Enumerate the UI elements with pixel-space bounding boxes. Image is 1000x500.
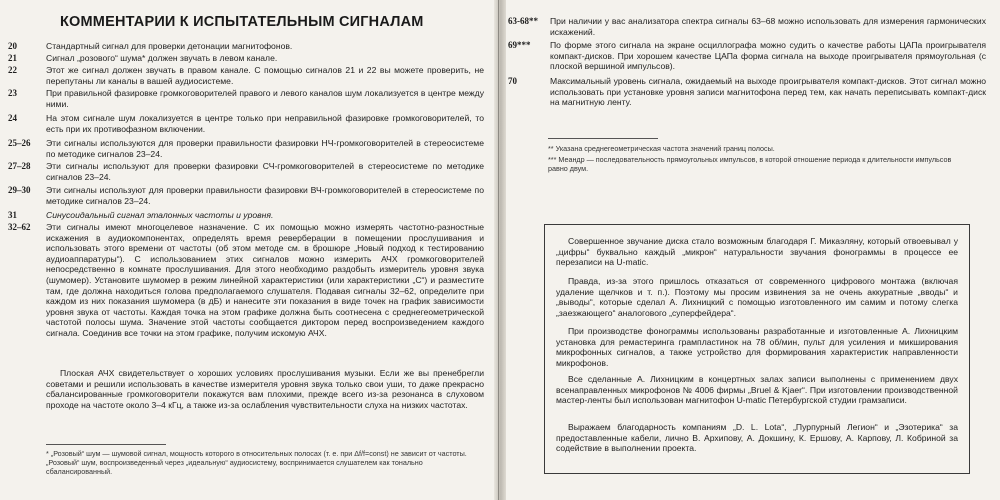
signal-number: 69*** <box>508 40 531 50</box>
signal-number: 25–26 <box>8 138 31 148</box>
signal-description: На этом сигнале шум локализуется в центре только при неправильной фазировке громкоговорителей, то есть при их противофазном включении. <box>46 113 484 134</box>
signal-number: 29–30 <box>8 185 31 195</box>
signal-description: Эти сигналы имеют многоцелевое назначение. С их помощью можно измерять частотно-разностные искажения в аудиокомпонентах, определять время реверберации в помещении прослушивания и использовать этого времени от частоты (об этом методе см. в брошюре „Новый подход к тестированию аудиоаппаратуры“). С использованием этих сигналов можно измерить АЧХ громкоговорителей непосредственно в комнате прослушивания. Для этого необходимо раздобыть измеритель уровня звука (шумомер). Установите шумомер в режим линейной характеристики (или характеристики „С“) и разместите там, где должна находиться голова предполагаемого слушателя. Подавая сигналы 32–62, определите при каждом из них показания шумомера (в дБ) и нанесите эти показания в виде точек на график зависимости уровня звука от частоты. Каждая точка на этом графике должна быть соотнесена с среднегеометрической частотой полосы шума. Значение этой частоты сообщается диктором перед воспроизведением каждого сигнала. Соединив все точки на этом графике, получим искомую АЧХ. <box>46 222 484 338</box>
signal-number: 20 <box>8 41 17 51</box>
pink-noise-footnote: * „Розовый“ шум — шумовой сигнал, мощность которого в относительных полосах (т. е. при Δf/f=const) не зависит от частоты. „Розовый“ шум, воспроизведенный через „идеальную“ аудиосистему, воспринимается слушателем как тонально сбалансированный. <box>46 449 467 477</box>
signal-entry-69 <box>508 40 990 72</box>
signal-description: Сигнал „розового“ шума* должен звучать в левом канале. <box>46 53 278 63</box>
signal-entry-22 <box>8 65 488 86</box>
glossary-double-star: ** Указана среднегеометрическая частота значений границ полосы. <box>548 144 775 153</box>
signal-entry-31 <box>8 210 488 221</box>
ack-paragraph: Выражаем благодарность компаниям „D. L. Lota“, „Пурпурный Легион“ и „Эзотерика“ за предоставленные кабели, лично В. Архипову, А. Докшину, К. Ершову, А. Карпову, Л. Кобриной за содействие в выполнении проекта. <box>556 422 958 454</box>
ack-paragraph: Все сделанные А. Лихницким в концертных залах записи выполнены с применением двух всенаправленных микрофонов № 4006 фирмы „Bruel & Kjaer“. При изготовлении производственной мастер-ленты был использован магнитофон U-matic Петербургской студии грамзаписи. <box>556 374 958 406</box>
signal-number: 70 <box>508 76 517 86</box>
signal-description: Эти сигналы используют для проверки фазировки СЧ-громкоговорителей в стереосистеме по методике сигналов 23–24. <box>46 161 484 182</box>
signal-description: При наличии у вас анализатора спектра сигналы 63–68 можно использовать для измерения гармонических искажений. <box>550 16 986 37</box>
signal-description: При правильной фазировке громкоговорителей правого и левого каналов шум локализуется в центре между ними. <box>46 88 484 109</box>
signal-number: 24 <box>8 113 17 123</box>
ack-paragraph: При производстве фонограммы использованы разработанные и изготовленные А. Лихницким установка для ремастеринга грампластинок на 78 об/мин, пульт для усиления и микширования микрофонных сигналов, а также устройство для формирования характеристик направленности микрофонов. <box>556 326 958 368</box>
signal-description: Стандартный сигнал для проверки детонации магнитофонов. <box>46 41 293 51</box>
signal-number: 27–28 <box>8 161 31 171</box>
signal-entry-29-30 <box>8 185 488 206</box>
signal-description: Эти сигналы используют для проверки правильности фазировки ВЧ-громкоговорителей в стереосистеме по методике сигналов 23–24. <box>46 185 484 206</box>
page-gutter <box>494 0 506 500</box>
signal-description: Синусоидальный сигнал эталонных частоты и уровня. <box>46 210 274 220</box>
signal-entry-63-68 <box>508 16 990 37</box>
signal-description: Этот же сигнал должен звучать в правом канале. С помощью сигналов 21 и 22 вы можете проверить, не перепутаны ли каналы в вашей аудиосистеме. <box>46 65 484 86</box>
signal-description: Максимальный уровень сигнала, ожидаемый на выходе проигрывателя компакт-дисков. Этот сигнал можно использовать при установке уровня записи магнитофона перед тем, как начать переписывать компакт-диск на магнитную ленту. <box>550 76 986 108</box>
signal-number: 23 <box>8 88 17 98</box>
signal-number: 32–62 <box>8 222 31 232</box>
signal-entry-25-26 <box>8 138 488 159</box>
glossary-rule <box>548 138 658 139</box>
glossary-triple-star: *** Меандр — последовательность прямоугольных импульсов, в которой отношение периода к длительности импульсов равно двум. <box>548 155 952 174</box>
signal-number: 63-68** <box>508 16 538 26</box>
signal-number: 31 <box>8 210 17 220</box>
ack-paragraph: Правда, из-за этого пришлось отказаться от современного цифрового монтажа (включая удаление щелчков и т. п.). Поэтому мы просим извинения за не очень аккуратные „вводы“ и „выводы“, которые сделал А. Лихницкий с помощью изготовленного им самим и потому слегка „заезжающего“ аналогового „суперфейдера“. <box>556 276 958 318</box>
flat-response-paragraph: Плоская АЧХ свидетельствует о хороших условиях прослушивания музыки. Если же вы пренебрегли советами и решили использовать в качестве измерителя уровня звука только свои уши, то даже прекрасно сбалансированные громкоговорители покажутся вам плохими, прежде всего из-за резонанса в слуховом проходе на частоте около 3–4 кГц, а также из-за ослабления чувствительности слуха на низких частотах. <box>46 368 484 410</box>
signal-entry-23 <box>8 88 488 109</box>
signal-number: 21 <box>8 53 17 63</box>
signal-entry-24 <box>8 113 488 134</box>
signal-description: По форме этого сигнала на экране осциллографа можно судить о качестве работы ЦАПа проигрывателя компакт-дисков. При хорошем качестве ЦАПа форма сигнала на выходе проигрывателя прямоугольная (с плоской вершиной импульсов). <box>550 40 986 72</box>
ack-paragraph: Совершенное звучание диска стало возможным благодаря Г. Микаэляну, который отвоевывал у „цифры“ буквально каждый „микрон“ натуральности звучания фонограммы в процессе ее перезаписи на U-matic. <box>556 236 958 268</box>
signal-entry-32-62 <box>8 222 488 339</box>
page-title: КОММЕНТАРИИ К ИСПЫТАТЕЛЬНЫМ СИГНАЛАМ <box>60 14 424 30</box>
footnote-rule <box>46 444 166 445</box>
binding-line <box>498 0 499 500</box>
signal-description: Эти сигналы используются для проверки правильности фазировки НЧ-громкоговорителей в стереосистеме по методике сигналов 23–24. <box>46 138 484 159</box>
signal-entry-70 <box>508 76 990 108</box>
signal-entry-20 <box>8 41 488 52</box>
signal-number: 22 <box>8 65 17 75</box>
signal-entry-27-28 <box>8 161 488 182</box>
signal-entry-21 <box>8 53 488 64</box>
